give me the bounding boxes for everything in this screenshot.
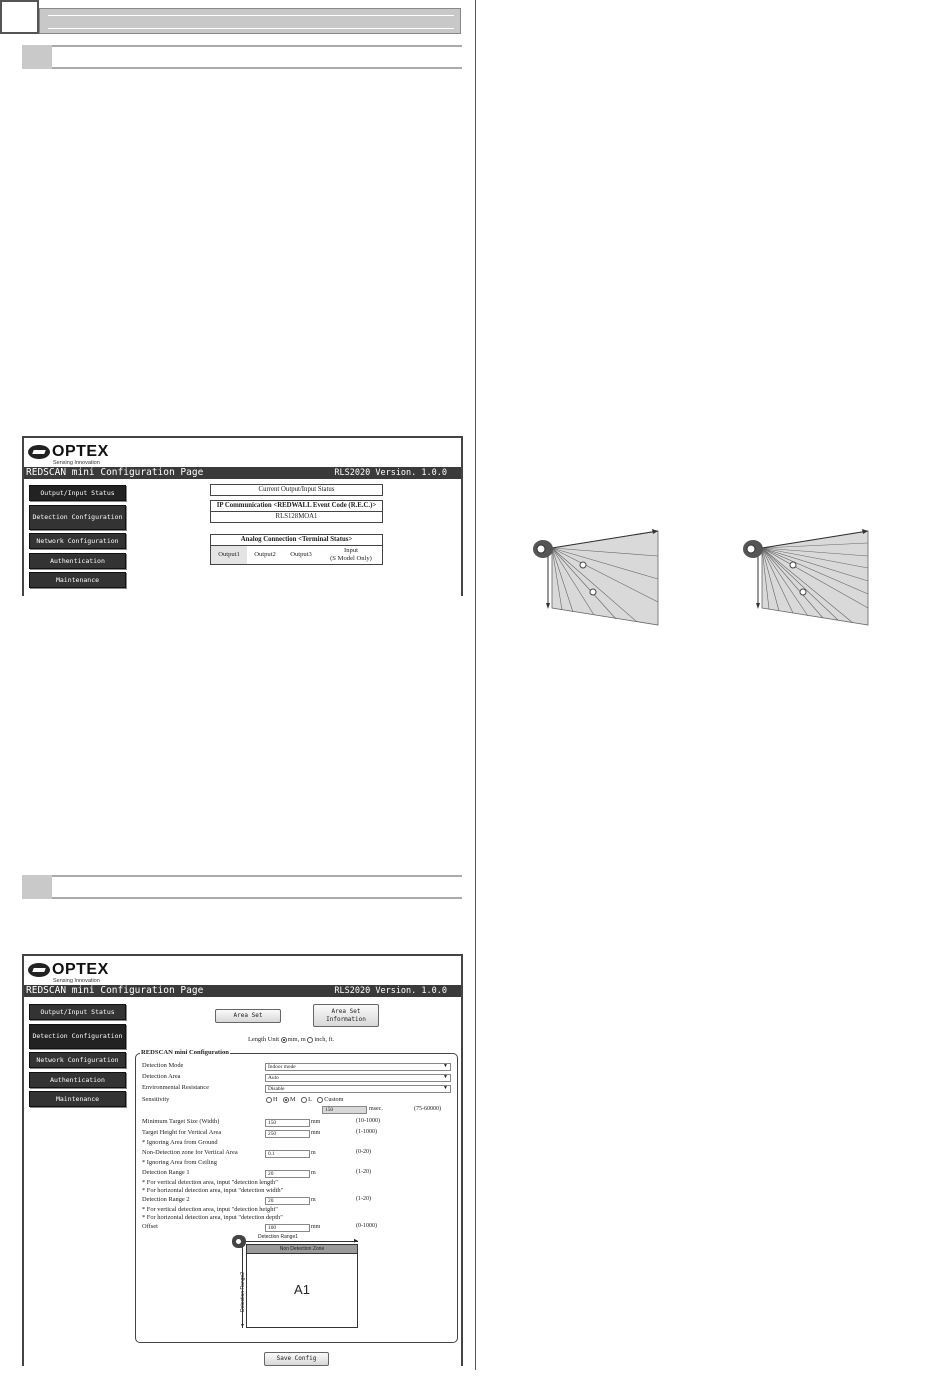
config-group-legend: REDSCAN mini Configuration <box>141 1049 229 1056</box>
logo-tagline: Sensing Innovation <box>53 978 100 984</box>
nav-maintenance[interactable]: Maintenance <box>29 1091 126 1107</box>
nav-network-configuration[interactable]: Network Configuration <box>29 1052 126 1068</box>
offset-label: Offset <box>142 1223 158 1230</box>
unit-metric-radio[interactable] <box>281 1037 287 1043</box>
optex-logo-icon <box>28 445 50 459</box>
target-height-label: Target Height for Vertical Area <box>142 1129 222 1136</box>
config-page-titlebar <box>24 467 461 479</box>
detection-mode-value: Indoor mode <box>268 1064 296 1070</box>
firmware-version: RLS2020 Version. 1.0.0 <box>334 986 447 996</box>
input-label: Input <box>344 547 358 554</box>
environmental-resistance-label: Environmental Resistance <box>142 1084 209 1091</box>
sensitivity-custom-radio[interactable] <box>317 1097 323 1103</box>
area-set-button[interactable]: Area Set <box>215 1009 281 1023</box>
detection-range1-input[interactable]: 20 <box>265 1170 310 1178</box>
sensor-lens-icon <box>236 1239 241 1244</box>
column-divider <box>475 0 476 1370</box>
detection-range1-note-horizontal: * For horizontal detection area, input "detection width" <box>142 1187 284 1194</box>
sensitivity-h-label: H <box>273 1096 278 1103</box>
detection-area-label: Detection Area <box>142 1073 181 1080</box>
target-height-unit: mm <box>311 1130 321 1136</box>
nav-output-input-status[interactable]: Output/Input Status <box>29 485 126 501</box>
length-unit-row <box>248 1036 334 1043</box>
output2-indicator: Output2 <box>254 551 276 558</box>
unit-metric-label: mm, m <box>287 1036 306 1043</box>
nav-maintenance[interactable]: Maintenance <box>29 572 126 588</box>
page-corner-box <box>0 0 39 34</box>
output3-indicator: Output3 <box>290 551 312 558</box>
analog-connection-title: Analog Connection <Terminal Status> <box>211 535 382 546</box>
detection-range2-unit: m <box>311 1197 316 1203</box>
area-set-information-button[interactable]: Area Set Information <box>313 1004 379 1027</box>
section-heading-bar-2 <box>22 875 462 899</box>
config-page-title: REDSCAN mini Configuration Page <box>26 467 204 478</box>
nav-output-input-status[interactable]: Output/Input Status <box>29 1004 126 1020</box>
detection-mode-label: Detection Mode <box>142 1062 184 1069</box>
arrow-right-icon: ▶ <box>354 1239 358 1244</box>
config-page-title: REDSCAN mini Configuration Page <box>26 985 204 996</box>
non-detection-label: Non-Detection zone for Vertical Area <box>142 1149 238 1156</box>
target-height-input[interactable]: 250 <box>265 1130 310 1138</box>
detection-config-screenshot <box>22 954 463 1366</box>
detection-mode-select[interactable] <box>265 1063 451 1071</box>
detection-area-box <box>246 1244 358 1328</box>
sensitivity-options <box>266 1096 343 1103</box>
detection-range2-input[interactable]: 20 <box>265 1197 310 1205</box>
detection-range1-unit: m <box>311 1170 316 1176</box>
nav-network-configuration[interactable]: Network Configuration <box>29 533 126 549</box>
min-target-range: (10-1000) <box>356 1118 380 1124</box>
output1-indicator: Output1 <box>211 546 247 564</box>
non-detection-input[interactable]: 0.1 <box>265 1150 310 1158</box>
min-target-input[interactable]: 150 <box>265 1119 310 1127</box>
nav-detection-configuration[interactable]: Detection Configuration <box>29 505 126 530</box>
section-heading-bar-1 <box>22 45 462 69</box>
environmental-resistance-select[interactable] <box>265 1085 451 1093</box>
unit-imperial-label: inch, ft. <box>314 1036 335 1043</box>
detection-area-select[interactable] <box>265 1074 451 1082</box>
min-target-unit: mm <box>311 1119 321 1125</box>
nav-authentication[interactable]: Authentication <box>29 1072 126 1088</box>
unit-imperial-radio[interactable] <box>307 1037 313 1043</box>
nav-authentication[interactable]: Authentication <box>29 553 126 569</box>
diagram-range1-label: Detection Range1 <box>258 1234 299 1240</box>
nav-detection-configuration[interactable]: Detection Configuration <box>29 1024 126 1049</box>
diagram-range2-label: Detection Range2 <box>240 1271 247 1313</box>
config-page-titlebar <box>24 985 461 997</box>
ignore-ground-note: * Ignoring Area from Ground <box>142 1139 218 1146</box>
sensor-beam-figure-left <box>525 525 665 630</box>
min-target-label: Minimum Target Size (Width) <box>142 1118 220 1125</box>
firmware-version: RLS2020 Version. 1.0.0 <box>334 468 447 478</box>
chevron-down-icon: ▼ <box>443 1086 448 1091</box>
non-detection-unit: m <box>311 1150 316 1156</box>
sensitivity-m-label: M <box>290 1096 296 1103</box>
status-heading: Current Output/Input Status <box>210 484 383 496</box>
range1-arrow <box>246 1241 358 1242</box>
ip-communication-panel <box>210 500 383 523</box>
chevron-down-icon: ▼ <box>443 1075 448 1080</box>
optex-logo-icon <box>28 963 50 977</box>
page-header-bar <box>39 8 461 34</box>
detection-range1-note-vertical: * For vertical detection area, input "detection length" <box>142 1179 278 1186</box>
detection-range2-note-horizontal: * For horizontal detection area, input "detection depth" <box>142 1214 283 1221</box>
detection-range2-range: (1-20) <box>356 1196 371 1202</box>
ip-communication-title: IP Communication <REDWALL Event Code (R.E.C.)> <box>211 501 382 512</box>
detection-range1-label: Detection Range 1 <box>142 1169 190 1176</box>
logo-tagline: Sensing Innovation <box>53 460 100 466</box>
custom-sensitivity-range: (75-60000) <box>414 1106 441 1112</box>
rec-code-value: RLS128MOA1 <box>275 513 318 520</box>
environmental-resistance-value: Disable <box>268 1086 285 1092</box>
non-detection-zone: Non Detection Zone <box>247 1245 357 1254</box>
sensitivity-h-radio[interactable] <box>266 1097 272 1103</box>
detection-area-value: Auto <box>268 1075 279 1081</box>
area-a1-label: A1 <box>294 1282 310 1297</box>
offset-input[interactable]: 100 <box>265 1224 310 1232</box>
sensitivity-m-radio[interactable] <box>283 1097 289 1103</box>
detection-range2-note-vertical: * For vertical detection area, input "detection height" <box>142 1206 278 1213</box>
sensitivity-custom-label: Custom <box>324 1096 344 1103</box>
offset-range: (0-1000) <box>356 1223 377 1229</box>
input-indicator <box>319 546 383 564</box>
custom-sensitivity-input[interactable]: 150 <box>322 1106 367 1114</box>
chevron-down-icon: ▼ <box>443 1064 448 1069</box>
offset-unit: mm <box>311 1224 321 1230</box>
custom-sensitivity-unit: msec. <box>369 1106 383 1112</box>
input-model-note: (S Model Only) <box>330 555 372 562</box>
detection-range1-range: (1-20) <box>356 1169 371 1175</box>
target-height-range: (1-1000) <box>356 1129 377 1135</box>
sensor-beam-figure-right <box>735 525 875 630</box>
save-config-button[interactable]: Save Config <box>264 1352 329 1366</box>
detection-area-diagram <box>232 1234 362 1334</box>
ignore-ceiling-note: * Ignoring Area from Ceiling <box>142 1159 217 1166</box>
status-page-screenshot <box>22 436 463 596</box>
arrow-down-icon: ▼ <box>240 1324 245 1329</box>
length-unit-label: Length Unit <box>248 1036 280 1043</box>
sensitivity-l-label: L <box>308 1096 312 1103</box>
detection-range2-label: Detection Range 2 <box>142 1196 190 1203</box>
sensitivity-label: Sensitivity <box>142 1096 170 1103</box>
config-group-box <box>135 1049 458 1343</box>
non-detection-range: (0-20) <box>356 1149 371 1155</box>
analog-connection-panel <box>210 534 383 565</box>
logo-wordmark: OPTEX <box>52 443 109 460</box>
logo-wordmark: OPTEX <box>52 961 109 978</box>
sensitivity-l-radio[interactable] <box>301 1097 307 1103</box>
